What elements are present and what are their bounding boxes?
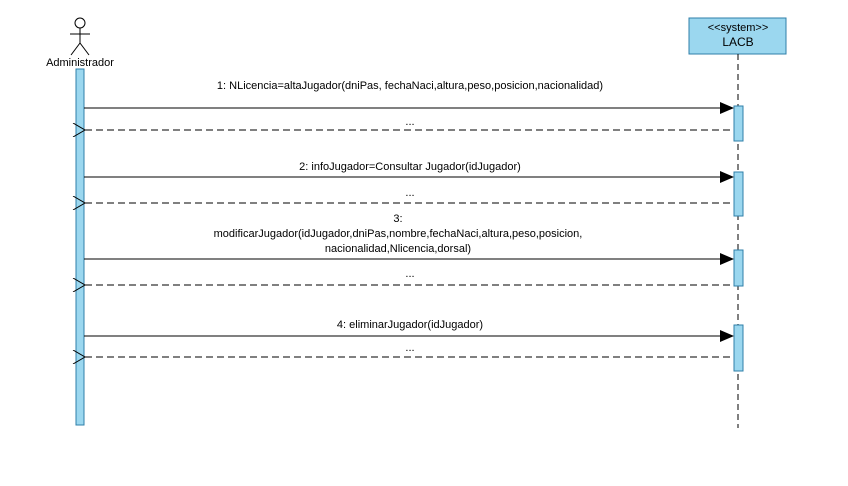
message-2-label: 2: infoJugador=Consultar Jugador(idJugador) [299,161,521,173]
message-1-reply-label: ... [405,116,415,128]
message-3-reply-label: ... [405,268,415,280]
system-activation-bar [734,106,743,141]
message-1[interactable] [84,80,733,130]
message-4-reply-label: ... [405,342,415,354]
message-3-label-line-1: 3: [393,213,403,225]
message-4[interactable] [84,319,733,357]
message-3[interactable] [84,213,733,285]
system-activation-bar [734,325,743,371]
message-3-label-line-2: modificarJugador(idJugador,dniPas,nombre,fechaNaci,altura,peso,posicion, [213,228,583,240]
message-2-reply-label: ... [405,187,415,199]
actor-activation-bar [76,69,84,425]
system-activation-bar [734,250,743,286]
message-3-label-line-3: nacionalidad,Nlicencia,dorsal) [324,243,472,255]
system-stereotype: <<system>> [707,22,769,34]
message-1-label: 1: NLicencia=altaJugador(dniPas, fechaNaci,altura,peso,posicion,nacionalidad) [216,80,604,92]
system-name: LACB [722,35,754,49]
system-lacb[interactable] [689,18,786,54]
actor-name: Administrador [46,57,114,69]
actor-stick-figure-icon [70,18,90,55]
system-activation-bar [734,172,743,216]
message-2[interactable] [84,161,733,203]
actor-administrador[interactable] [46,18,114,69]
message-4-label: 4: eliminarJugador(idJugador) [336,319,484,331]
